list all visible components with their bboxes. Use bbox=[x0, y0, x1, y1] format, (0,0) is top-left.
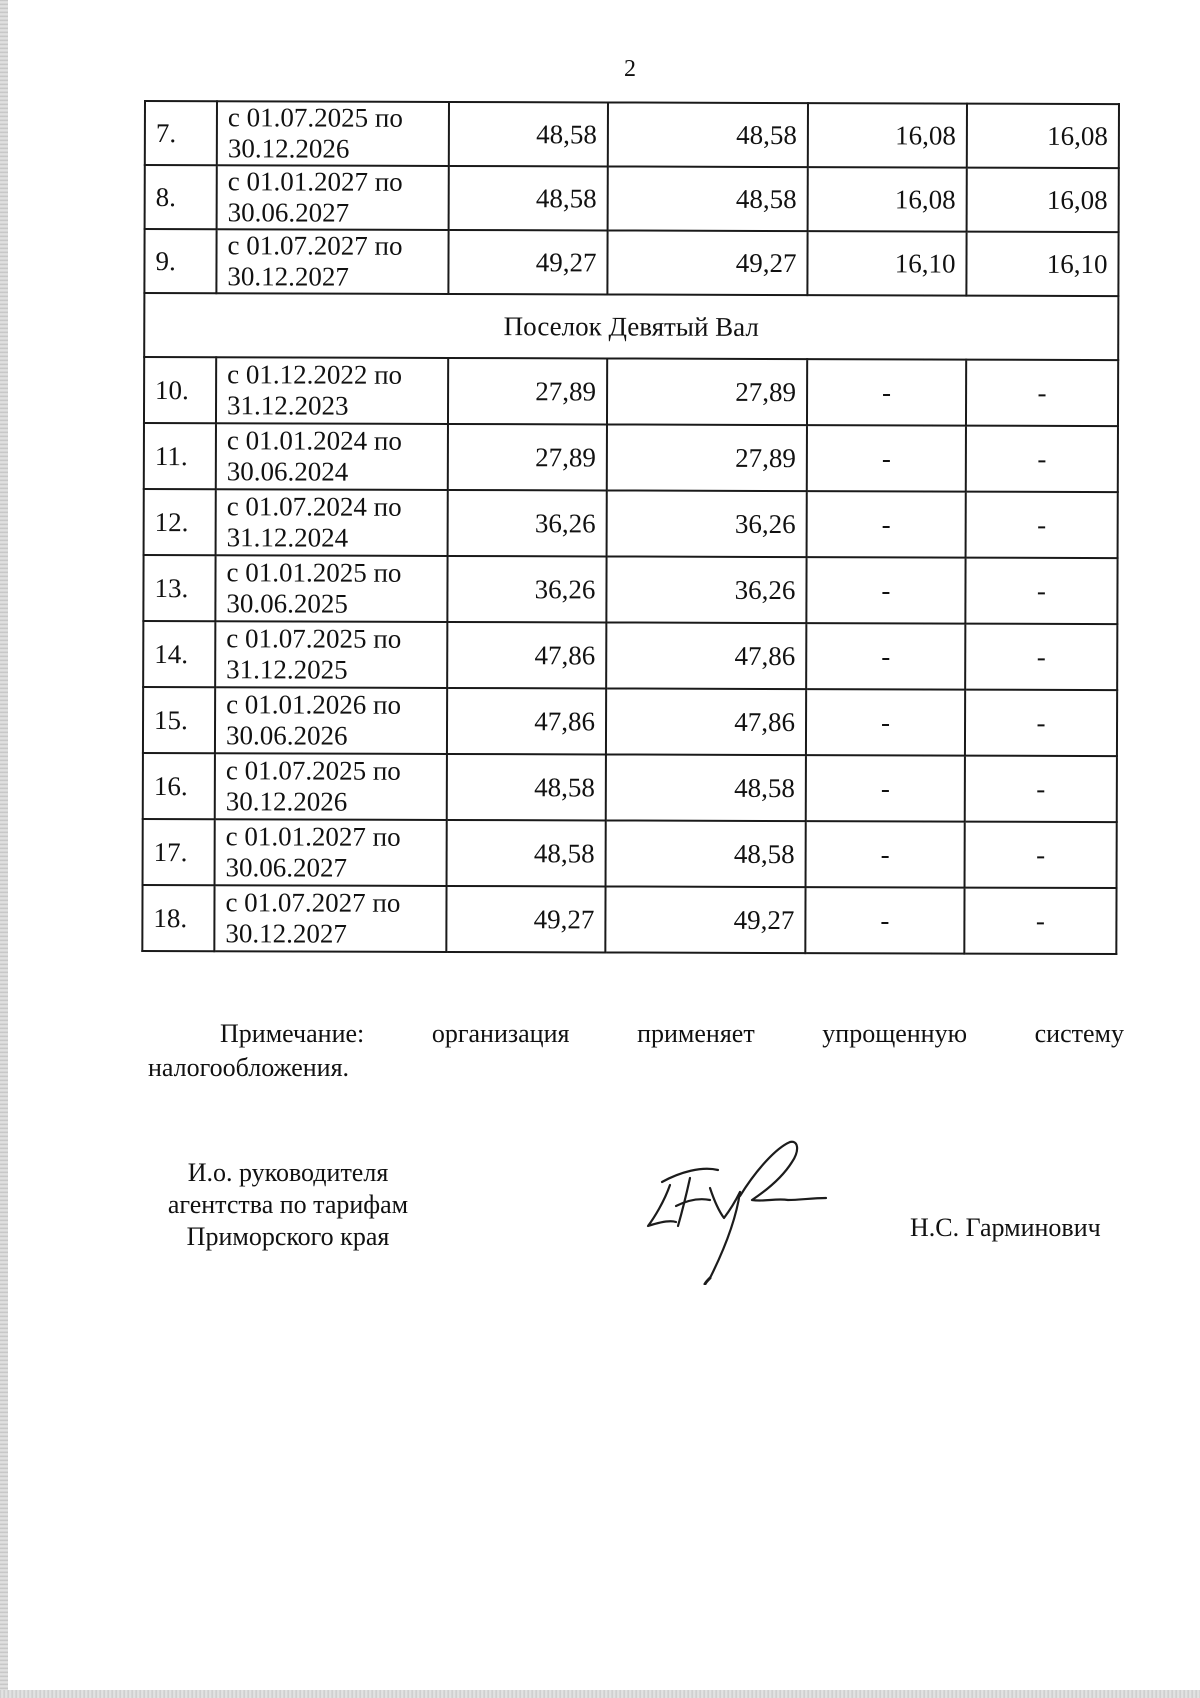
period-end: 30.12.2027 bbox=[225, 918, 347, 949]
period-end: 30.06.2025 bbox=[226, 588, 348, 619]
tariff-value-v2: 36,26 bbox=[607, 490, 807, 557]
tariff-value-v2: 48,58 bbox=[606, 820, 806, 887]
signatory-title-line-2: агентства по тарифам bbox=[167, 1190, 409, 1219]
period-start: с 01.07.2024 по bbox=[226, 491, 402, 522]
tariff-value-v4: - bbox=[965, 558, 1117, 624]
tariff-value-v2: 47,86 bbox=[606, 622, 806, 689]
row-number: 10. bbox=[144, 357, 216, 423]
tariff-value-v1: 27,89 bbox=[448, 358, 607, 424]
tariff-value-v1: 49,27 bbox=[446, 886, 605, 952]
tariff-value-v4: - bbox=[964, 888, 1116, 954]
note-word: применяет bbox=[637, 1019, 755, 1048]
tariff-value-v1: 48,58 bbox=[447, 820, 606, 886]
period-end: 30.12.2026 bbox=[227, 133, 350, 164]
period-start: с 01.07.2025 по bbox=[227, 102, 403, 133]
tariff-value-v2: 36,26 bbox=[606, 556, 806, 623]
tariff-value-v1: 49,27 bbox=[448, 230, 607, 294]
period-end: 30.06.2026 bbox=[225, 720, 348, 751]
note-word: систему bbox=[1034, 1019, 1124, 1048]
row-number: 7. bbox=[145, 101, 217, 165]
period-start: с 01.07.2025 по bbox=[226, 623, 402, 654]
tariff-value-v1: 27,89 bbox=[448, 424, 607, 490]
period-start: с 01.01.2027 по bbox=[225, 821, 401, 852]
tariff-value-v4: 16,08 bbox=[967, 168, 1119, 232]
period-cell bbox=[216, 357, 448, 424]
note-line-2: налогообложения. bbox=[148, 1053, 350, 1082]
row-number: 16. bbox=[143, 753, 215, 819]
tariff-value-v2: 27,89 bbox=[607, 358, 807, 425]
table-row bbox=[142, 885, 1116, 954]
handwritten-signature bbox=[640, 1130, 830, 1285]
tariff-value-v3: - bbox=[805, 887, 964, 953]
tariff-value-v1: 48,58 bbox=[449, 166, 608, 230]
period-start: с 01.01.2027 по bbox=[227, 166, 403, 197]
signatory-title bbox=[148, 1157, 428, 1253]
tariff-value-v2: 48,58 bbox=[608, 166, 808, 231]
period-cell bbox=[215, 687, 447, 754]
table-row bbox=[143, 555, 1117, 624]
note-word: Примечание: bbox=[220, 1019, 365, 1048]
note bbox=[148, 1017, 1124, 1085]
tariff-value-v3: - bbox=[807, 425, 966, 491]
table-row bbox=[145, 101, 1119, 168]
period-start: с 01.07.2027 по bbox=[225, 887, 401, 918]
period-cell bbox=[215, 621, 447, 688]
row-number: 12. bbox=[144, 489, 216, 555]
note-word: организация bbox=[431, 1019, 570, 1048]
period-cell bbox=[214, 885, 446, 952]
period-end: 31.12.2024 bbox=[226, 522, 349, 553]
tariff-value-v3: - bbox=[806, 623, 965, 689]
table-row bbox=[144, 229, 1118, 296]
row-number: 15. bbox=[143, 687, 215, 753]
tariff-value-v2: 48,58 bbox=[608, 102, 808, 167]
table-row bbox=[144, 357, 1118, 426]
tariff-rows-group-b bbox=[142, 357, 1118, 954]
tariff-value-v4: - bbox=[966, 492, 1118, 558]
period-cell bbox=[215, 555, 447, 622]
tariff-value-v1: 48,58 bbox=[449, 102, 608, 166]
table-row bbox=[143, 621, 1117, 690]
tariff-value-v3: - bbox=[806, 821, 965, 887]
period-end: 30.06.2027 bbox=[227, 197, 350, 228]
note-word: упрощенную bbox=[822, 1019, 968, 1048]
period-end: 30.12.2027 bbox=[227, 261, 349, 292]
period-cell bbox=[216, 423, 448, 490]
period-cell bbox=[215, 819, 447, 886]
tariff-value-v4: - bbox=[966, 360, 1118, 426]
table-row bbox=[143, 753, 1117, 822]
tariff-value-v1: 36,26 bbox=[447, 556, 606, 622]
period-cell bbox=[216, 229, 448, 294]
tariff-value-v4: 16,08 bbox=[967, 104, 1119, 168]
period-end: 30.06.2027 bbox=[225, 852, 348, 883]
tariff-value-v3: - bbox=[806, 557, 965, 623]
tariff-value-v4: - bbox=[965, 822, 1117, 888]
tariff-value-v1: 48,58 bbox=[447, 754, 606, 820]
period-start: с 01.07.2025 по bbox=[225, 755, 401, 786]
table-row bbox=[144, 423, 1118, 492]
signer-name: Н.С. Гарминович bbox=[910, 1213, 1101, 1242]
page-number: 2 bbox=[624, 56, 636, 82]
tariff-table bbox=[141, 100, 1120, 955]
tariff-value-v3: 16,08 bbox=[808, 103, 967, 167]
table-row bbox=[144, 489, 1118, 558]
section-title: Поселок Девятый Вал bbox=[144, 293, 1118, 360]
tariff-value-v4: - bbox=[965, 624, 1117, 690]
tariff-value-v2: 48,58 bbox=[606, 754, 806, 821]
period-end: 31.12.2023 bbox=[226, 390, 349, 421]
period-start: с 01.01.2024 по bbox=[226, 425, 402, 456]
tariff-value-v1: 47,86 bbox=[447, 688, 606, 754]
period-end: 30.06.2024 bbox=[226, 456, 349, 487]
period-start: с 01.07.2027 по bbox=[227, 230, 403, 261]
tariff-value-v4: - bbox=[965, 690, 1117, 756]
tariff-value-v2: 27,89 bbox=[607, 424, 807, 491]
table-row bbox=[143, 687, 1117, 756]
tariff-value-v2: 47,86 bbox=[606, 688, 806, 755]
period-end: 30.12.2026 bbox=[225, 786, 348, 817]
tariff-value-v1: 36,26 bbox=[448, 490, 607, 556]
tariff-value-v4: - bbox=[965, 756, 1117, 822]
period-start: с 01.12.2022 по bbox=[227, 359, 403, 390]
tariff-value-v3: - bbox=[807, 359, 966, 425]
section-header-group bbox=[144, 293, 1118, 360]
tariff-value-v4: - bbox=[966, 426, 1118, 492]
row-number: 18. bbox=[142, 885, 214, 951]
period-cell bbox=[217, 165, 449, 230]
row-number: 8. bbox=[145, 165, 217, 229]
period-end: 31.12.2025 bbox=[226, 654, 348, 685]
tariff-rows-group-a bbox=[144, 101, 1119, 296]
period-start: с 01.01.2025 по bbox=[226, 557, 402, 588]
period-cell bbox=[215, 753, 447, 820]
tariff-value-v2: 49,27 bbox=[607, 230, 807, 295]
row-number: 17. bbox=[143, 819, 215, 885]
signatory-title-line-3: Приморского края bbox=[186, 1222, 390, 1251]
table-row bbox=[143, 819, 1117, 888]
period-cell bbox=[217, 101, 449, 166]
period-cell bbox=[216, 489, 448, 556]
row-number: 11. bbox=[144, 423, 216, 489]
signatory-title-line-1: И.о. руководителя bbox=[187, 1158, 389, 1187]
tariff-value-v3: - bbox=[806, 755, 965, 821]
tariff-value-v3: 16,10 bbox=[807, 231, 966, 295]
tariff-value-v1: 47,86 bbox=[447, 622, 606, 688]
tariff-value-v3: - bbox=[806, 689, 965, 755]
tariff-value-v2: 49,27 bbox=[605, 886, 805, 953]
table-row bbox=[145, 165, 1119, 232]
tariff-value-v3: - bbox=[807, 491, 966, 557]
note-line-1 bbox=[148, 1017, 1124, 1051]
tariff-value-v4: 16,10 bbox=[966, 232, 1118, 296]
row-number: 14. bbox=[143, 621, 215, 687]
scan-edge-left bbox=[0, 0, 8, 1698]
period-start: с 01.01.2026 по bbox=[226, 689, 402, 720]
row-number: 9. bbox=[144, 229, 216, 293]
tariff-value-v3: 16,08 bbox=[808, 167, 967, 231]
scan-edge-bottom bbox=[0, 1690, 1200, 1698]
row-number: 13. bbox=[143, 555, 215, 621]
